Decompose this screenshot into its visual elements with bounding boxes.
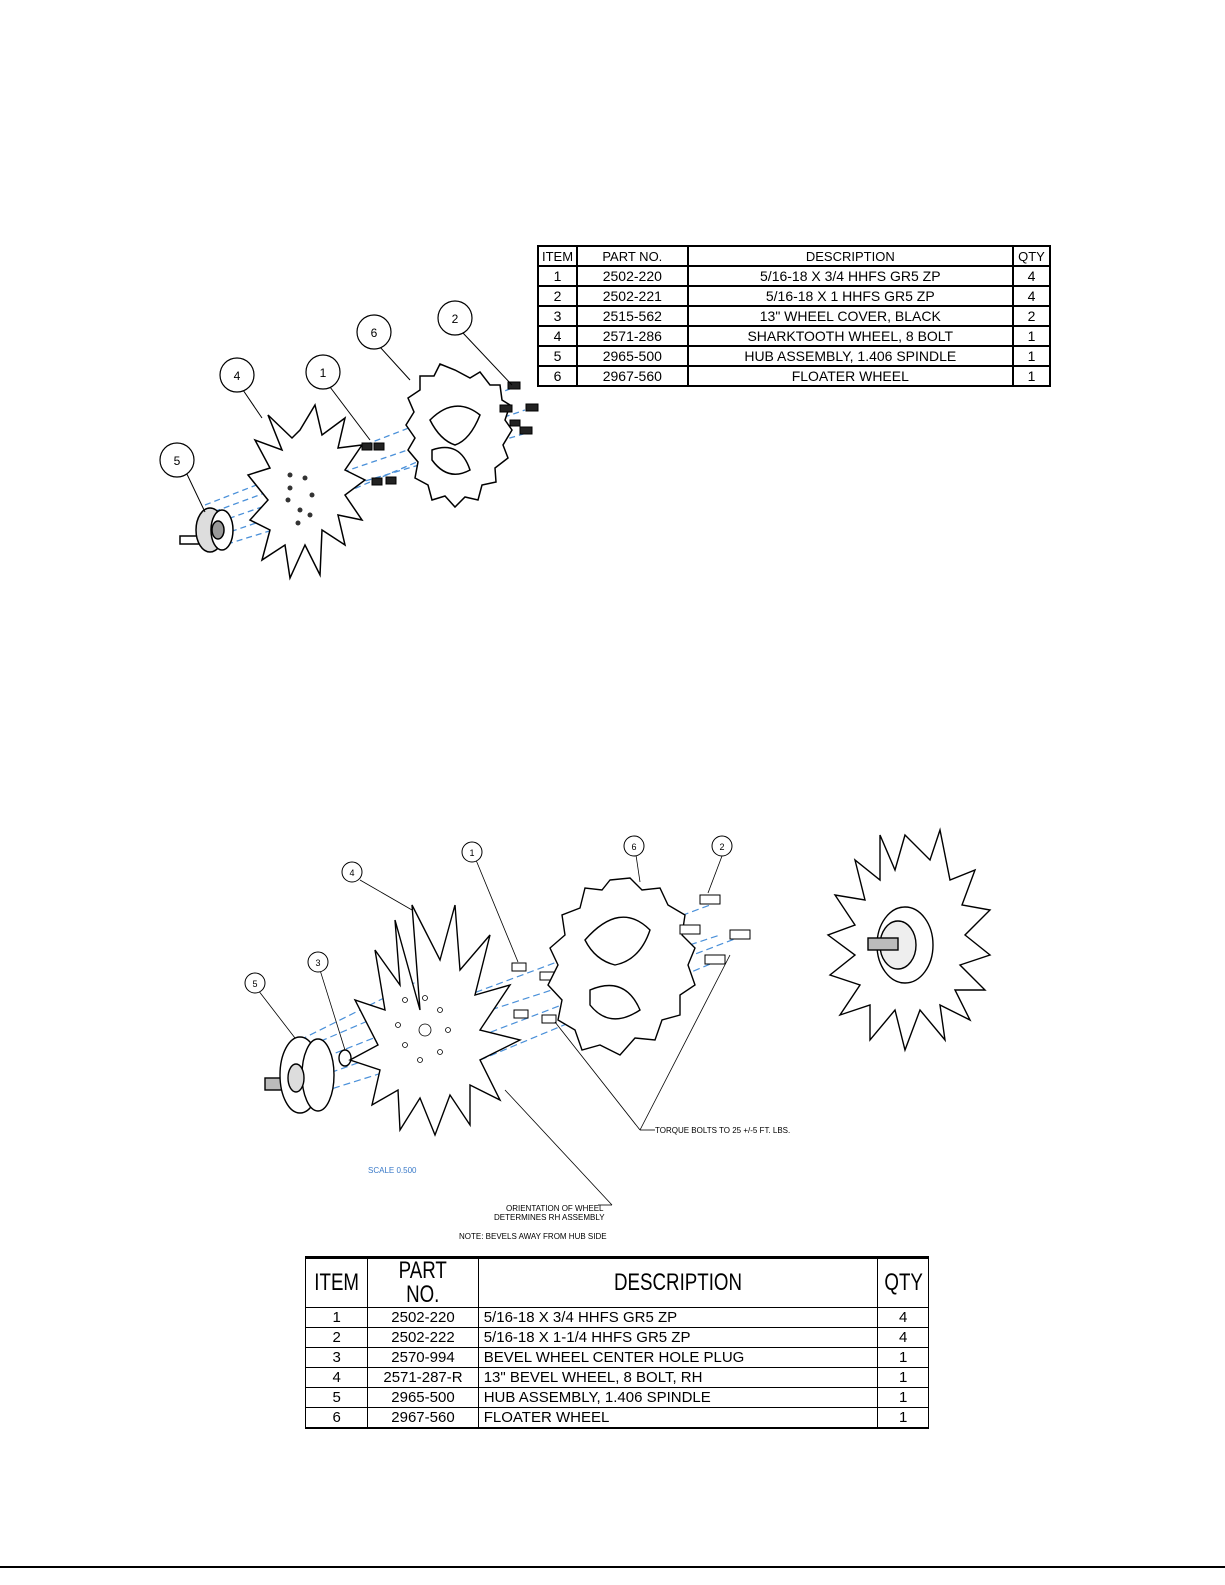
cell-desc: FLOATER WHEEL (688, 366, 1013, 386)
orientation-note-line2: DETERMINES RH ASSEMBLY (494, 1213, 605, 1222)
cell-item: 1 (306, 1308, 368, 1328)
bottom-callout-5 (245, 973, 265, 993)
bottom-header-qty: QTY (883, 1269, 923, 1296)
bottom-bevel-wheel (350, 905, 520, 1135)
cell-part: 2502-221 (577, 286, 688, 306)
bottom-header-item-cell (306, 1258, 368, 1308)
cell-desc: HUB ASSEMBLY, 1.406 SPINDLE (688, 346, 1013, 366)
top-callout-5 (160, 443, 194, 477)
table-row (306, 1328, 929, 1348)
cell-desc: SHARKTOOTH WHEEL, 8 BOLT (688, 326, 1013, 346)
cell-desc: 13" WHEEL COVER, BLACK (688, 306, 1013, 326)
top-callout-5-label: 5 (173, 454, 181, 468)
cell-qty: 2 (1013, 306, 1050, 326)
bottom-header-item: ITEM (314, 1269, 359, 1296)
top-header-qty: QTY (1013, 246, 1050, 266)
bottom-exploded-diagram (0, 800, 1225, 1250)
top-floater-wheel (406, 364, 512, 507)
bottom-header-desc-cell (478, 1258, 878, 1308)
bottom-callout-1 (462, 842, 482, 862)
cell-item: 3 (306, 1348, 368, 1368)
cell-desc: 13" BEVEL WHEEL, 8 BOLT, RH (478, 1368, 878, 1388)
top-header-part: PART NO. (577, 246, 688, 266)
top-callout-4-label: 4 (233, 369, 241, 383)
cell-desc: 5/16-18 X 1-1/4 HHFS GR5 ZP (478, 1328, 878, 1348)
cell-item: 5 (538, 346, 577, 366)
table-row (538, 306, 1050, 326)
cell-desc: 5/16-18 X 3/4 HHFS GR5 ZP (478, 1308, 878, 1328)
bottom-assembled-view (828, 830, 990, 1050)
orientation-note-line1: ORIENTATION OF WHEEL (506, 1204, 604, 1213)
scale-note: SCALE 0.500 (368, 1166, 417, 1175)
cell-item: 4 (538, 326, 577, 346)
bottom-header-desc: DESCRIPTION (614, 1269, 743, 1296)
bottom-bolts-item1 (512, 963, 556, 1023)
top-parts-table (537, 245, 1051, 387)
cell-item: 3 (538, 306, 577, 326)
bottom-parts-table (305, 1256, 929, 1429)
top-callout-2-label: 2 (451, 312, 459, 326)
bottom-floater-wheel (548, 878, 695, 1055)
cell-qty: 4 (878, 1308, 929, 1328)
cell-qty: 1 (1013, 326, 1050, 346)
cell-qty: 1 (878, 1388, 929, 1408)
cell-item: 2 (306, 1328, 368, 1348)
cell-part: 2571-286 (577, 326, 688, 346)
table-row (538, 366, 1050, 386)
top-callout-4 (220, 358, 254, 392)
table-row (538, 346, 1050, 366)
cell-qty: 1 (878, 1368, 929, 1388)
top-header-item: ITEM (538, 246, 577, 266)
table-row (538, 326, 1050, 346)
cell-qty: 1 (878, 1408, 929, 1429)
bottom-callout-6 (624, 836, 644, 856)
cell-part: 2502-220 (577, 266, 688, 286)
cell-item: 1 (538, 266, 577, 286)
bottom-header-part-cell (368, 1258, 478, 1308)
top-hub-assembly (180, 508, 233, 552)
top-callout-1 (306, 355, 340, 389)
cell-part: 2502-222 (368, 1328, 478, 1348)
bottom-callout-6-label: 6 (631, 842, 637, 852)
bottom-callout-2-label: 2 (719, 842, 725, 852)
bottom-callout-3-label: 3 (315, 958, 321, 968)
cell-part: 2571-287-R (368, 1368, 478, 1388)
bottom-callout-4-label: 4 (349, 868, 355, 878)
top-table-header-row (538, 246, 1050, 266)
torque-note: TORQUE BOLTS TO 25 +/-5 FT. LBS. (655, 1126, 791, 1135)
cell-desc: 5/16-18 X 3/4 HHFS GR5 ZP (688, 266, 1013, 286)
cell-qty: 4 (1013, 266, 1050, 286)
cell-item: 4 (306, 1368, 368, 1388)
cell-item: 5 (306, 1388, 368, 1408)
table-row (538, 286, 1050, 306)
bottom-callout-2 (712, 836, 732, 856)
cell-part: 2965-500 (577, 346, 688, 366)
table-row (306, 1348, 929, 1368)
table-row (306, 1408, 929, 1429)
cell-item: 6 (538, 366, 577, 386)
cell-part: 2967-560 (577, 366, 688, 386)
top-sharktooth-wheel (248, 405, 365, 578)
bottom-table-header-row (306, 1258, 929, 1308)
cell-qty: 1 (878, 1348, 929, 1368)
cell-item: 6 (306, 1408, 368, 1429)
cell-part: 2965-500 (368, 1388, 478, 1408)
cell-desc: BEVEL WHEEL CENTER HOLE PLUG (478, 1348, 878, 1368)
bottom-callout-1-label: 1 (469, 848, 475, 858)
top-header-desc: DESCRIPTION (688, 246, 1013, 266)
top-callout-1-label: 1 (319, 366, 327, 380)
table-row (306, 1388, 929, 1408)
page-bottom-rule (0, 1566, 1225, 1568)
top-callout-2 (438, 301, 472, 335)
table-row (306, 1368, 929, 1388)
top-callout-6 (357, 315, 391, 349)
bottom-header-qty-cell (878, 1258, 929, 1308)
cell-desc: FLOATER WHEEL (478, 1408, 878, 1429)
cell-desc: 5/16-18 X 1 HHFS GR5 ZP (688, 286, 1013, 306)
cell-qty: 1 (1013, 366, 1050, 386)
bottom-hub-assembly (265, 1037, 351, 1113)
cell-part: 2502-220 (368, 1308, 478, 1328)
cell-qty: 1 (1013, 346, 1050, 366)
cell-item: 2 (538, 286, 577, 306)
bottom-header-part: PART NO. (398, 1257, 448, 1308)
cell-desc: HUB ASSEMBLY, 1.406 SPINDLE (478, 1388, 878, 1408)
cell-part: 2515-562 (577, 306, 688, 326)
cell-qty: 4 (1013, 286, 1050, 306)
cell-part: 2967-560 (368, 1408, 478, 1429)
bottom-callout-4 (342, 862, 362, 882)
table-row (306, 1308, 929, 1328)
bottom-callout-3 (308, 952, 328, 972)
table-row (538, 266, 1050, 286)
bottom-callout-5-label: 5 (252, 979, 258, 989)
top-callout-6-label: 6 (370, 326, 378, 340)
cell-qty: 4 (878, 1328, 929, 1348)
bevels-note: NOTE: BEVELS AWAY FROM HUB SIDE (459, 1232, 607, 1241)
cell-part: 2570-994 (368, 1348, 478, 1368)
